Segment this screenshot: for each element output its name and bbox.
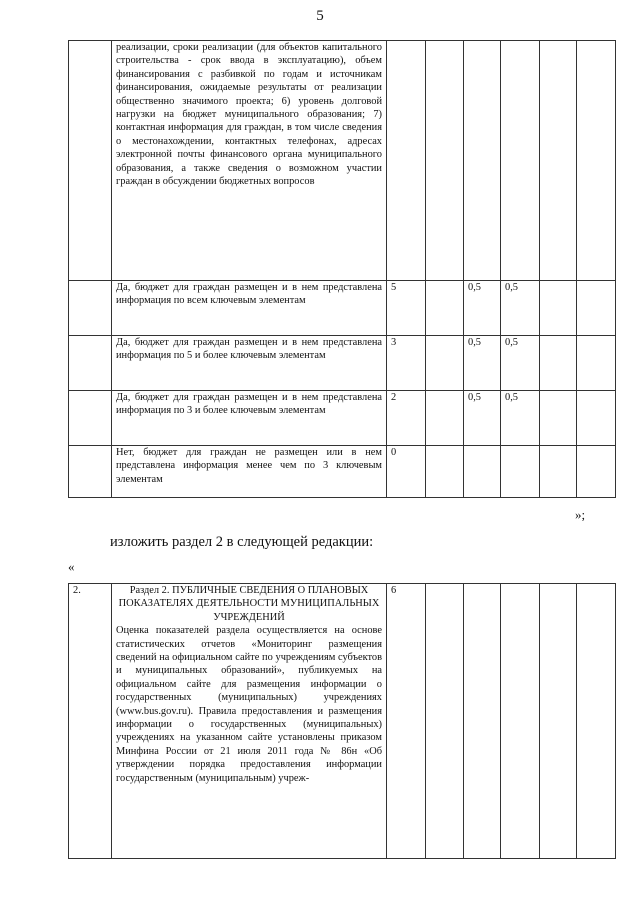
coefficient-cell: 0,5 — [464, 336, 501, 391]
empty-cell — [577, 281, 616, 336]
table-row — [69, 336, 616, 391]
number-cell — [69, 446, 112, 498]
table-row — [69, 584, 616, 859]
criteria-text-cell — [112, 41, 387, 281]
closing-quote: »; — [575, 507, 586, 522]
empty-cell — [540, 41, 577, 281]
coefficient-cell — [501, 41, 540, 281]
criteria-text: Да, бюджет для граждан размещен и в нем представлена информация по 5 и более ключевым элементам — [116, 337, 382, 362]
empty-cell — [540, 281, 577, 336]
score-cell: 6 — [387, 584, 426, 859]
empty-cell — [540, 391, 577, 446]
empty-cell — [426, 584, 464, 859]
empty-cell — [540, 584, 577, 859]
section-number-cell: 2. — [69, 584, 112, 859]
coefficient-cell — [464, 41, 501, 281]
score-cell: 2 — [387, 391, 426, 446]
section-body: Оценка показателей раздела осуществляется на основе статистических отчетов «Мониторинг размещения сведений на официальном сайте по учреждениям субъектов и муниципальных образований», публикуемых на официальном сайте для размещения информации о государственных (муниципальных) учреждениях (www.bus.gov.ru). Правила предоставления и размещения информации о государственных (муниципальных) учреждениях на указанном сайте установлены приказом Минфина России от 21 июля 2011 года № 86н «Об утверждении порядка предоставления информации государственным (муниципальным) учреж- — [116, 625, 382, 784]
criteria-text-cell — [112, 281, 387, 336]
empty-cell — [426, 41, 464, 281]
empty-cell — [426, 391, 464, 446]
section-heading: Раздел 2. ПУБЛИЧНЫЕ СВЕДЕНИЯ О ПЛАНОВЫХ ПОКАЗАТЕЛЯХ ДЕЯТЕЛЬНОСТИ МУНИЦИПАЛЬНЫХ УЧРЕЖДЕНИЙ — [118, 585, 380, 623]
empty-cell — [540, 446, 577, 498]
empty-cell — [577, 41, 616, 281]
empty-cell — [426, 336, 464, 391]
criteria-table-continued — [68, 40, 616, 498]
score-cell: 3 — [387, 336, 426, 391]
number-cell — [69, 391, 112, 446]
coefficient-cell: 0,5 — [501, 391, 540, 446]
empty-cell — [501, 584, 540, 859]
coefficient-cell — [501, 446, 540, 498]
empty-cell — [540, 336, 577, 391]
criteria-text: Да, бюджет для граждан размещен и в нем представлена информация по всем ключевым элементам — [116, 282, 382, 307]
criteria-text: Да, бюджет для граждан размещен и в нем представлена информация по 3 и более ключевым элементам — [116, 392, 382, 417]
empty-cell — [577, 584, 616, 859]
score-cell: 5 — [387, 281, 426, 336]
score-cell: 0 — [387, 446, 426, 498]
empty-cell — [577, 391, 616, 446]
empty-cell — [577, 336, 616, 391]
criteria-text: Нет, бюджет для граждан не размещен или в нем представлена информация менее чем по 3 ключевым элементам — [116, 447, 382, 485]
empty-cell — [426, 446, 464, 498]
coefficient-cell — [464, 446, 501, 498]
instruction-text: изложить раздел 2 в следующей редакции: — [110, 534, 374, 550]
section-text-cell — [112, 584, 387, 859]
coefficient-cell: 0,5 — [501, 281, 540, 336]
page-number: 5 — [316, 8, 324, 24]
coefficient-cell: 0,5 — [501, 336, 540, 391]
table-row — [69, 391, 616, 446]
empty-cell — [426, 281, 464, 336]
criteria-text: реализации, сроки реализации (для объектов капитального строительства - срок ввода в эксплуатацию), объем финансирования с разбивкой по годам и источникам финансирования, ожидаемые результаты от реализации общественно значимого проекта; 6) уровень долговой нагрузки на бюджет муниципального образования; 7) контактная информация для граждан, в том числе сведения о местонахождении, контактных телефонах, адресах электронной почты финансового органа муниципального образования, а также сведения о возможном участии граждан в обсуждении бюджетных вопросов — [116, 42, 382, 188]
opening-quote: « — [68, 559, 75, 574]
table-row — [69, 281, 616, 336]
criteria-text-cell — [112, 391, 387, 446]
table-row — [69, 446, 616, 498]
table-row — [69, 41, 616, 281]
score-cell — [387, 41, 426, 281]
number-cell — [69, 336, 112, 391]
empty-cell — [577, 446, 616, 498]
criteria-text-cell — [112, 446, 387, 498]
empty-cell — [464, 584, 501, 859]
section-2-table — [68, 583, 616, 859]
number-cell — [69, 281, 112, 336]
criteria-text-cell — [112, 336, 387, 391]
coefficient-cell: 0,5 — [464, 281, 501, 336]
number-cell — [69, 41, 112, 281]
coefficient-cell: 0,5 — [464, 391, 501, 446]
